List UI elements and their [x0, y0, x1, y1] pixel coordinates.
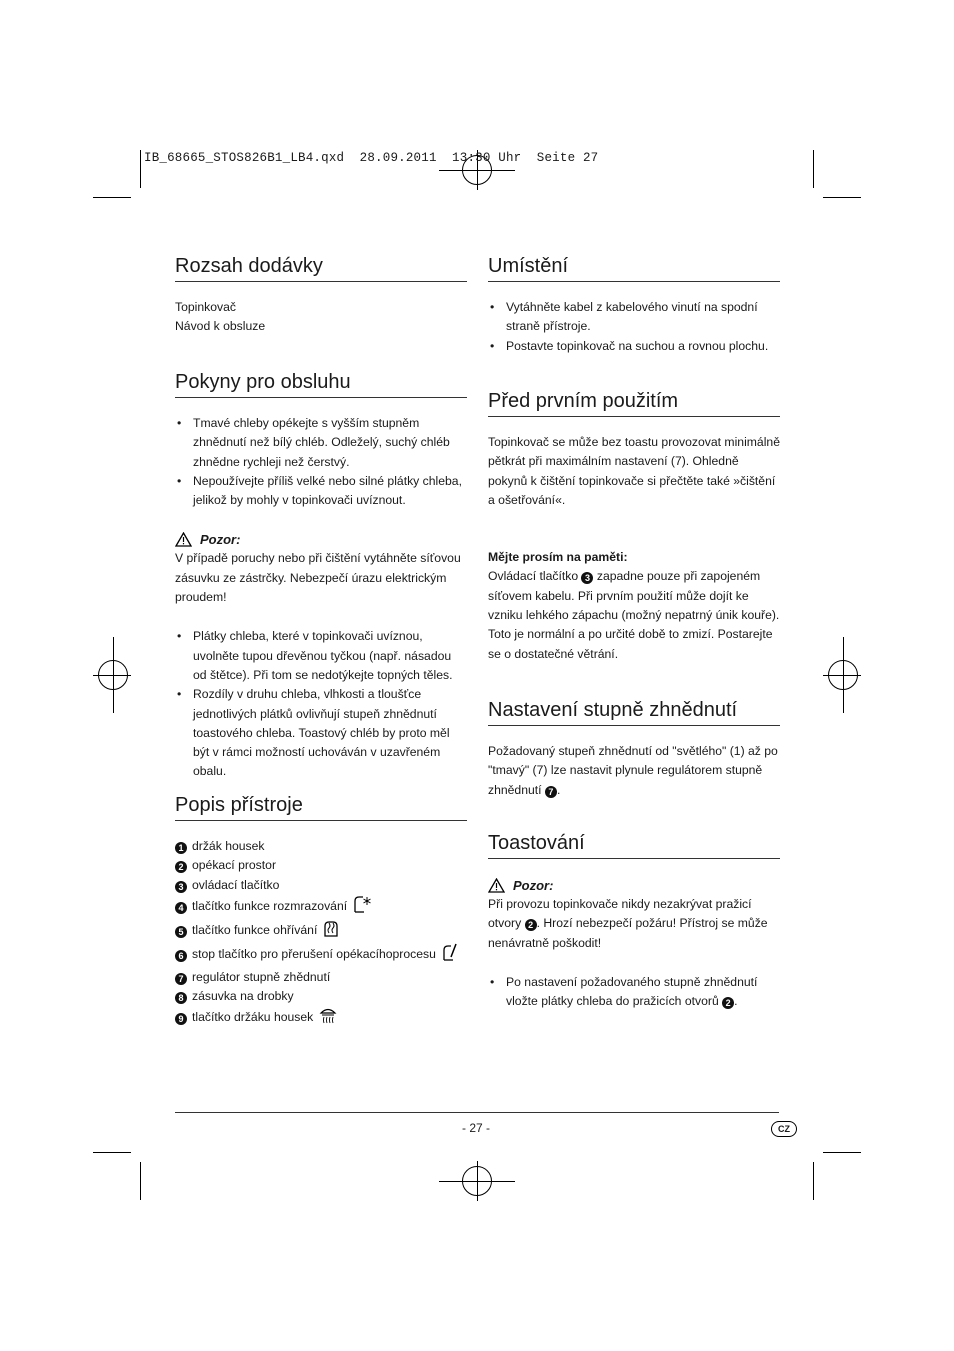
part-item	[175, 856, 467, 875]
crop-mark	[140, 150, 141, 188]
footer-rule	[175, 1112, 779, 1113]
left-column	[175, 370, 467, 782]
part-item	[175, 987, 467, 1006]
part-number-badge: 6	[175, 950, 187, 962]
first-use-text: Topinkovač se může bez toastu provozovat minimálně pětkrát při maximálním nastavení (7). Ohledně pokynů k čištění topinkovače si přečtěte také »čištění a ošetřování«.	[488, 435, 780, 507]
warning-text-end: . Hrozí nebezpečí požáru! Přístroj se může nenávratně poškodit!	[488, 916, 768, 950]
note-text	[488, 567, 780, 663]
section-title-popis: Popis přístroje	[175, 793, 467, 821]
part-label: držák housek	[192, 839, 265, 853]
crop-mark	[93, 1152, 131, 1153]
toasting-text-end: .	[734, 994, 738, 1009]
warning-label: Pozor:	[513, 877, 554, 893]
list-item: • Plátky chleba, které v topinkovači uvíznou, uvolněte tupou dřevěnou tyčkou (např. násadou od štětce). Při tom se nedotýkejte topných těles.	[175, 627, 467, 685]
crop-mark	[140, 1162, 141, 1200]
crop-mark	[813, 150, 814, 188]
part-label: tlačítko držáku housek	[192, 1010, 314, 1025]
part-number-badge: 2	[175, 861, 187, 873]
part-item	[175, 968, 467, 987]
part-item	[175, 1006, 467, 1030]
part-number-badge: 4	[175, 902, 187, 914]
part-number-badge: 8	[175, 992, 187, 1004]
list-item	[488, 973, 780, 1012]
browning-text	[488, 742, 780, 800]
section-title-prvni: Před prvním použitím	[488, 389, 780, 417]
page-number: - 27 -	[461, 1121, 490, 1135]
part-number-badge: 2	[722, 997, 734, 1009]
part-number-badge: 5	[175, 926, 187, 938]
part-label: tlačítko funkce ohřívání	[192, 923, 318, 938]
right-column	[488, 698, 780, 800]
delivery-item: Topinkovač	[175, 300, 236, 314]
section-title-pokyny: Pokyny pro obsluhu	[175, 370, 467, 398]
part-number-badge: 3	[581, 572, 593, 584]
crop-mark	[823, 1152, 861, 1153]
toasting-text-start: Po nastavení požadovaného stupně zhnědnutí vložte plátky chleba do pražicích otvorů	[506, 974, 758, 1009]
note-title: Mějte prosím na paměti:	[488, 550, 628, 565]
stop-icon	[442, 943, 458, 967]
part-label: regulátor stupně zhědnutí	[192, 969, 331, 984]
part-item	[175, 943, 467, 967]
crop-mark	[823, 197, 861, 198]
warning-heading	[488, 875, 780, 895]
list-item: • Vytáhněte kabel z kabelového vinutí na spodní straně přístroje.	[488, 298, 780, 337]
part-number-badge: 2	[525, 919, 537, 931]
list-item: • Tmavé chleby opékejte s vyšším stupněm zhnědnutí než bílý chléb. Odleželý, suchý chléb zhnědne rychleji než čerstvý.	[175, 414, 467, 472]
warning-icon	[488, 878, 505, 893]
crop-mark	[813, 1162, 814, 1200]
part-label: opékací prostor	[192, 858, 277, 873]
instruction-list	[175, 627, 467, 781]
warning-label: Pozor:	[200, 531, 241, 547]
part-item	[175, 895, 467, 919]
parts-list	[175, 837, 467, 1031]
right-column	[488, 389, 780, 664]
list-item: • Postavte topinkovač na suchou a rovnou plochu.	[488, 337, 780, 356]
delivery-item: Návod k obsluze	[175, 319, 266, 334]
toasting-list	[488, 973, 780, 1012]
right-column	[488, 254, 780, 356]
warning-text	[488, 895, 780, 953]
warning-heading	[175, 529, 467, 549]
placement-list	[488, 298, 780, 356]
part-number-badge: 1	[175, 842, 187, 854]
section-title-rozsah: Rozsah dodávky	[175, 254, 467, 282]
print-slug: IB_68665_STOS826B1_LB4.qxd 28.09.2011 13:30 Uhr Seite 27	[144, 151, 599, 165]
left-column	[175, 254, 467, 337]
browning-text-end: .	[556, 782, 561, 797]
part-label: ovládací tlačítko	[192, 877, 280, 892]
part-number-badge: 3	[175, 881, 187, 893]
section-title-nastaveni: Nastavení stupně zhnědnutí	[488, 698, 780, 726]
crop-mark	[93, 197, 131, 198]
note-text-start: Ovládací tlačítko	[488, 569, 579, 584]
part-number-badge: 7	[545, 786, 557, 798]
warning-text-start: Při provozu topinkovače nikdy nezakrývat pražicí otvory	[488, 897, 752, 931]
part-number-badge: 9	[175, 1013, 187, 1025]
part-number-badge: 7	[175, 973, 187, 985]
part-label: tlačítko funkce rozmrazování	[192, 898, 348, 913]
instruction-list	[175, 414, 467, 510]
part-label: stop tlačítko pro přerušení opékacíhoprocesu	[192, 947, 436, 962]
part-item	[175, 876, 467, 895]
bun-warmer-icon	[319, 1006, 337, 1030]
part-label: zásuvka na drobky	[192, 989, 294, 1004]
section-title-toastovani: Toastování	[488, 831, 780, 859]
list-item: • Rozdíly v druhu chleba, vlhkosti a tloušťce jednotlivých plátků ovlivňují stupeň zhnědnutí toastového chleba. Toastový chléb by proto měl být v rámci možností uchováván v uzavřeném obalu.	[175, 685, 467, 781]
right-column	[488, 831, 780, 1011]
part-item	[175, 919, 467, 943]
reheat-icon	[323, 919, 339, 943]
section-title-umisteni: Umístění	[488, 254, 780, 282]
note-text-end: zapadne pouze při zapojeném síťovem kabelu. Při prvním použití může dojít ke vzniku lehkého zápachu (možný nepatrný únik kouře). Toto je normální a po určité době to zmizí. Postarejte se o dostatečné větrání.	[488, 569, 780, 661]
part-item	[175, 837, 467, 856]
warning-text: V případě poruchy nebo při čištění vytáhněte síťovou zásuvku ze zástrčky. Nebezpečí úrazu elektrickým proudem!	[175, 551, 461, 605]
left-column	[175, 793, 467, 1031]
defrost-icon	[353, 895, 371, 919]
browning-text-start: Požadovaný stupeň zhnědnutí od "světlého" (1) až po "tmavý" (7) lze nastavit plynule regulátorem stupně zhnědnutí	[488, 744, 778, 797]
language-badge: CZ	[771, 1121, 797, 1137]
list-item: • Nepoužívejte příliš velké nebo silné plátky chleba, jelikož by mohly v topinkovači uvíznout.	[175, 472, 467, 511]
warning-icon	[175, 532, 192, 547]
